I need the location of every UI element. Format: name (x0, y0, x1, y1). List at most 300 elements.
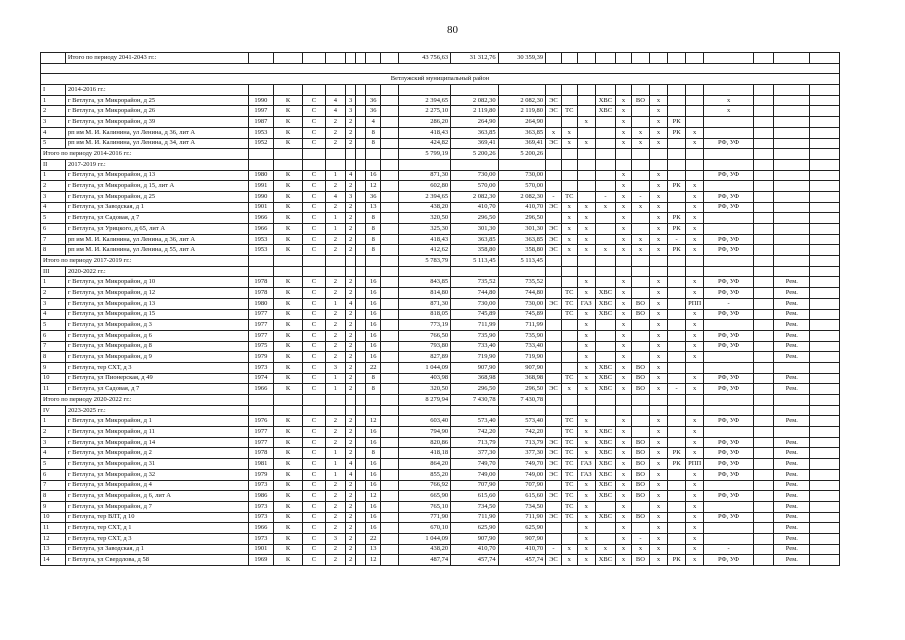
type-cell: С (303, 170, 326, 181)
empty-cell (356, 320, 366, 331)
empty-cell (356, 427, 366, 438)
area-cell: 615,60 (451, 491, 498, 502)
period-total-row (41, 256, 840, 267)
empty-cell (366, 85, 381, 96)
table-row (41, 352, 840, 363)
entrances-cell: 3 (346, 106, 356, 117)
area-cell: 711,99 (451, 320, 498, 331)
empty-cell (248, 85, 273, 96)
work-type-cell (668, 501, 686, 512)
empty-cell (381, 256, 399, 267)
work-type-cell: РФ, УФ (704, 437, 754, 448)
area-cell: 907,90 (498, 533, 545, 544)
floors-cell: 2 (325, 341, 345, 352)
empty-cell (561, 149, 577, 160)
empty-cell (381, 95, 399, 106)
table-row (41, 512, 840, 523)
type-cell: С (303, 298, 326, 309)
table-row (41, 309, 840, 320)
work-type-cell: ТС (561, 437, 577, 448)
work-type-cell (704, 213, 754, 224)
work-type-cell (753, 459, 773, 470)
work-type-cell (595, 341, 615, 352)
work-type-cell: х (686, 512, 704, 523)
year-cell: 1973 (248, 362, 273, 373)
area-cell: 733,40 (451, 341, 498, 352)
area-cell: 711,90 (498, 512, 545, 523)
row-number: 10 (41, 373, 66, 384)
empty-cell (686, 159, 704, 170)
empty-cell (704, 159, 754, 170)
work-type-cell: х (577, 362, 595, 373)
work-type-cell: ХВС (595, 480, 615, 491)
empty-cell (356, 85, 366, 96)
work-type-cell: х (577, 427, 595, 438)
work-type-cell (668, 170, 686, 181)
work-type-cell: х (577, 288, 595, 299)
empty-cell (381, 149, 399, 160)
floors-cell: 3 (325, 362, 345, 373)
address-cell: г Ветлуга, ул Микрорайон, д 12 (65, 288, 248, 299)
floors-cell: 2 (325, 491, 345, 502)
work-type-cell: РФ, УФ (704, 245, 754, 256)
work-type-cell (546, 309, 562, 320)
entrances-cell: 4 (346, 170, 356, 181)
work-type-cell: ТС (561, 288, 577, 299)
work-type-cell: ТС (561, 469, 577, 480)
entrances-cell: 2 (346, 533, 356, 544)
work-type-cell: х (616, 330, 632, 341)
year-cell: 1986 (248, 491, 273, 502)
work-type-cell (595, 320, 615, 331)
work-type-cell: ЭС (546, 459, 562, 470)
floors-cell: 4 (325, 106, 345, 117)
empty-cell (810, 448, 840, 459)
work-type-cell (753, 181, 773, 192)
floors-cell: 1 (325, 469, 345, 480)
type-cell: С (303, 373, 326, 384)
entrances-cell: 2 (346, 480, 356, 491)
area-cell: 2 119,80 (498, 106, 545, 117)
section-number: II (41, 159, 66, 170)
year-cell: 1953 (248, 127, 273, 138)
work-type-cell: ТС (561, 480, 577, 491)
area-cell: 286,20 (399, 117, 451, 128)
work-type-cell (577, 106, 595, 117)
capital-repair-table (40, 52, 840, 566)
empty-cell (704, 405, 754, 416)
area-cell: 864,20 (399, 459, 451, 470)
work-type-cell (546, 480, 562, 491)
area-cell: 749,70 (498, 459, 545, 470)
work-type-cell (686, 170, 704, 181)
empty-cell (753, 405, 773, 416)
floors-cell: 1 (325, 213, 345, 224)
entrances-cell: 4 (346, 459, 356, 470)
table-row (41, 288, 840, 299)
section-row (41, 405, 840, 416)
work-type-cell: Рем. (774, 384, 810, 395)
work-type-cell: х (616, 181, 632, 192)
type-cell: С (303, 277, 326, 288)
work-type-cell: Рем. (774, 533, 810, 544)
work-type-cell: х (616, 224, 632, 235)
address-cell: г Ветлуга, тер СХТ, д 3 (65, 533, 248, 544)
work-type-cell: Рем. (774, 352, 810, 363)
work-type-cell (595, 234, 615, 245)
empty-cell (810, 491, 840, 502)
row-number: 6 (41, 469, 66, 480)
work-type-cell: х (577, 234, 595, 245)
apartments-cell: 16 (366, 427, 381, 438)
work-type-cell: х (577, 437, 595, 448)
section-title: 2020-2022 гг.: (65, 266, 248, 277)
address-cell: г Ветлуга, тер СХТ, д 1 (65, 523, 248, 534)
empty-cell (346, 149, 356, 160)
work-type-cell (546, 330, 562, 341)
empty-cell (381, 362, 399, 373)
apartments-cell: 16 (366, 330, 381, 341)
work-type-cell: х (561, 245, 577, 256)
work-type-cell: ХВС (595, 512, 615, 523)
work-type-cell: Рем. (774, 459, 810, 470)
work-type-cell (686, 117, 704, 128)
work-type-cell (774, 245, 810, 256)
year-cell: 1966 (248, 384, 273, 395)
work-type-cell (546, 213, 562, 224)
work-type-cell (753, 298, 773, 309)
work-type-cell (546, 523, 562, 534)
work-type-cell: ЭС (546, 437, 562, 448)
work-type-cell: ХВС (595, 459, 615, 470)
table-row (41, 138, 840, 149)
address-cell: г Ветлуга, ул Свердлова, д 58 (65, 555, 248, 566)
work-type-cell: х (577, 384, 595, 395)
work-type-cell (753, 341, 773, 352)
area-cell: 818,05 (399, 309, 451, 320)
apartments-cell: 8 (366, 127, 381, 138)
material-cell: К (273, 127, 302, 138)
entrances-cell: 2 (346, 448, 356, 459)
work-type-cell (595, 523, 615, 534)
empty-cell (356, 170, 366, 181)
work-type-cell: х (616, 533, 632, 544)
empty-cell (381, 266, 399, 277)
work-type-cell: - (546, 191, 562, 202)
area-cell: 773,19 (399, 320, 451, 331)
entrances-cell: 2 (346, 427, 356, 438)
table-row (41, 245, 840, 256)
work-type-cell (546, 320, 562, 331)
year-cell: 1966 (248, 523, 273, 534)
apartments-cell: 8 (366, 138, 381, 149)
area-cell: 843,85 (399, 277, 451, 288)
work-type-cell: х (686, 448, 704, 459)
work-type-cell: ХВС (595, 106, 615, 117)
work-type-cell: х (616, 501, 632, 512)
address-cell: г Ветлуга, ул Микрорайон, д 26 (65, 106, 248, 117)
year-cell: 1975 (248, 341, 273, 352)
empty-cell (595, 395, 615, 406)
work-type-cell (774, 224, 810, 235)
work-type-cell (774, 117, 810, 128)
work-type-cell: РФ, УФ (704, 330, 754, 341)
type-cell: С (303, 309, 326, 320)
apartments-cell: 36 (366, 95, 381, 106)
work-type-cell (753, 202, 773, 213)
year-cell: 1973 (248, 533, 273, 544)
empty-cell (356, 459, 366, 470)
work-type-cell: - (668, 234, 686, 245)
area-cell: 730,00 (498, 298, 545, 309)
floors-cell: 1 (325, 459, 345, 470)
empty-cell (356, 341, 366, 352)
material-cell: К (273, 202, 302, 213)
row-number: 4 (41, 202, 66, 213)
material-cell: К (273, 448, 302, 459)
work-type-cell: х (577, 202, 595, 213)
material-cell: К (273, 298, 302, 309)
area-cell: 765,10 (399, 501, 451, 512)
row-number: 5 (41, 459, 66, 470)
work-type-cell (753, 448, 773, 459)
work-type-cell: х (649, 459, 667, 470)
empty-cell (381, 405, 399, 416)
work-type-cell: РК (668, 127, 686, 138)
address-cell: г Ветлуга, ул Микрорайон, д 8 (65, 341, 248, 352)
empty-cell (325, 266, 345, 277)
work-type-cell: х (686, 480, 704, 491)
row-number: 5 (41, 320, 66, 331)
work-type-cell: х (616, 341, 632, 352)
empty-cell (498, 405, 545, 416)
work-type-cell: ВО (631, 555, 649, 566)
work-type-cell (753, 437, 773, 448)
area-cell: 742,20 (451, 427, 498, 438)
address-cell: г Ветлуга, ул Микрорайон, д 13 (65, 298, 248, 309)
empty-cell (273, 395, 302, 406)
empty-cell (366, 149, 381, 160)
work-type-cell (668, 362, 686, 373)
area-cell: 457,74 (451, 555, 498, 566)
apartments-cell: 12 (366, 555, 381, 566)
area-cell: 735,52 (451, 277, 498, 288)
table-row (41, 341, 840, 352)
floors-cell: 2 (325, 416, 345, 427)
empty-cell (356, 469, 366, 480)
work-type-cell (668, 512, 686, 523)
work-type-cell: ВО (631, 469, 649, 480)
empty-cell (248, 405, 273, 416)
empty-cell (498, 266, 545, 277)
year-cell: 1976 (248, 416, 273, 427)
work-type-cell: ЭС (546, 234, 562, 245)
empty-cell (356, 117, 366, 128)
work-type-cell (546, 362, 562, 373)
empty-cell (704, 266, 754, 277)
floors-cell: 2 (325, 138, 345, 149)
address-cell: г Ветлуга, ул Пионерская, д 49 (65, 373, 248, 384)
empty-cell (810, 533, 840, 544)
work-type-cell: х (561, 202, 577, 213)
table-row (41, 213, 840, 224)
work-type-cell (561, 95, 577, 106)
empty-cell (451, 266, 498, 277)
material-cell: К (273, 191, 302, 202)
work-type-cell: х (649, 330, 667, 341)
empty-cell (810, 362, 840, 373)
work-type-cell: х (595, 544, 615, 555)
empty-cell (381, 533, 399, 544)
empty-cell (303, 149, 326, 160)
work-type-cell: х (577, 480, 595, 491)
work-type-cell: ЭС (546, 491, 562, 502)
work-type-cell: ТС (561, 373, 577, 384)
area-cell: 735,90 (451, 330, 498, 341)
address-cell: г Ветлуга, ул Микрорайон, д 10 (65, 277, 248, 288)
empty-cell (631, 256, 649, 267)
row-number: 1 (41, 170, 66, 181)
total-value: 7 430,78 (498, 395, 545, 406)
area-cell: 2 275,10 (399, 106, 451, 117)
section-number: III (41, 266, 66, 277)
work-type-cell: ХВС (595, 555, 615, 566)
work-type-cell: х (561, 544, 577, 555)
empty-cell (381, 106, 399, 117)
work-type-cell (577, 191, 595, 202)
entrances-cell: 2 (346, 213, 356, 224)
entrances-cell: 4 (346, 298, 356, 309)
material-cell: К (273, 362, 302, 373)
row-number: 2 (41, 427, 66, 438)
area-cell: 745,89 (451, 309, 498, 320)
section-row (41, 85, 840, 96)
work-type-cell (668, 373, 686, 384)
row-number: 9 (41, 362, 66, 373)
work-type-cell: х (616, 523, 632, 534)
year-cell: 1980 (248, 170, 273, 181)
address-cell: г Ветлуга, ул Микрорайон, д 6 (65, 330, 248, 341)
empty-cell (753, 256, 773, 267)
address-cell: г Ветлуга, ул Микрорайон, д 25 (65, 95, 248, 106)
address-cell: г Ветлуга, ул Микрорайон, д 4 (65, 480, 248, 491)
work-type-cell (668, 298, 686, 309)
type-cell: С (303, 234, 326, 245)
type-cell: С (303, 320, 326, 331)
work-type-cell: ТС (561, 298, 577, 309)
empty-cell (356, 213, 366, 224)
empty-cell (631, 405, 649, 416)
work-type-cell: Рем. (774, 341, 810, 352)
empty-cell (616, 149, 632, 160)
empty-cell (356, 352, 366, 363)
work-type-cell: Рем. (774, 480, 810, 491)
work-type-cell: РК (668, 117, 686, 128)
work-type-cell: х (686, 191, 704, 202)
apartments-cell: 8 (366, 234, 381, 245)
empty-cell (451, 159, 498, 170)
material-cell: К (273, 277, 302, 288)
work-type-cell: х (649, 341, 667, 352)
empty-cell (546, 85, 562, 96)
work-type-cell: х (686, 245, 704, 256)
apartments-cell: 16 (366, 480, 381, 491)
empty-cell (356, 245, 366, 256)
empty-cell (303, 85, 326, 96)
work-type-cell: х (649, 373, 667, 384)
work-type-cell: х (616, 309, 632, 320)
empty-cell (366, 395, 381, 406)
empty-cell (356, 309, 366, 320)
area-cell: 707,90 (498, 480, 545, 491)
work-type-cell: РФ, УФ (704, 416, 754, 427)
address-cell: рп им М. И. Калинина, ул Ленина, д 36, лит А (65, 127, 248, 138)
floors-cell: 2 (325, 437, 345, 448)
table-row (41, 127, 840, 138)
area-cell: 794,90 (399, 427, 451, 438)
apartments-cell: 16 (366, 459, 381, 470)
empty-cell (546, 256, 562, 267)
work-type-cell: Рем. (774, 416, 810, 427)
area-cell: 602,80 (399, 181, 451, 192)
work-type-cell (595, 416, 615, 427)
empty-cell (810, 555, 840, 566)
empty-cell (381, 373, 399, 384)
empty-cell (303, 395, 326, 406)
work-type-cell: РФ, УФ (704, 341, 754, 352)
work-type-cell (595, 170, 615, 181)
work-type-cell: Рем. (774, 512, 810, 523)
work-type-cell: РПП (686, 298, 704, 309)
type-cell: С (303, 427, 326, 438)
entrances-cell: 2 (346, 437, 356, 448)
work-type-cell: х (649, 437, 667, 448)
work-type-cell (561, 117, 577, 128)
table-row (41, 277, 840, 288)
empty-cell (356, 416, 366, 427)
work-type-cell (561, 320, 577, 331)
work-type-cell (704, 127, 754, 138)
work-type-cell: РК (668, 245, 686, 256)
empty-cell (381, 384, 399, 395)
material-cell: К (273, 480, 302, 491)
area-cell: 749,70 (451, 459, 498, 470)
work-type-cell (704, 362, 754, 373)
work-type-cell: РПП (686, 459, 704, 470)
work-type-cell: х (649, 416, 667, 427)
work-type-cell: ЭС (546, 298, 562, 309)
entrances-cell: 3 (346, 191, 356, 202)
work-type-cell: х (616, 170, 632, 181)
empty-cell (325, 159, 345, 170)
area-cell: 358,80 (451, 245, 498, 256)
work-type-cell: х (616, 555, 632, 566)
work-type-cell: х (577, 224, 595, 235)
work-type-cell: РФ, УФ (704, 459, 754, 470)
row-number: 11 (41, 523, 66, 534)
type-cell: С (303, 202, 326, 213)
empty-cell (577, 85, 595, 96)
empty-cell (810, 138, 840, 149)
empty-cell (753, 85, 773, 96)
material-cell: К (273, 234, 302, 245)
table-row (41, 202, 840, 213)
work-type-cell: - (704, 298, 754, 309)
work-type-cell: х (616, 480, 632, 491)
work-type-cell (546, 117, 562, 128)
work-type-cell (546, 427, 562, 438)
work-type-cell: х (649, 501, 667, 512)
